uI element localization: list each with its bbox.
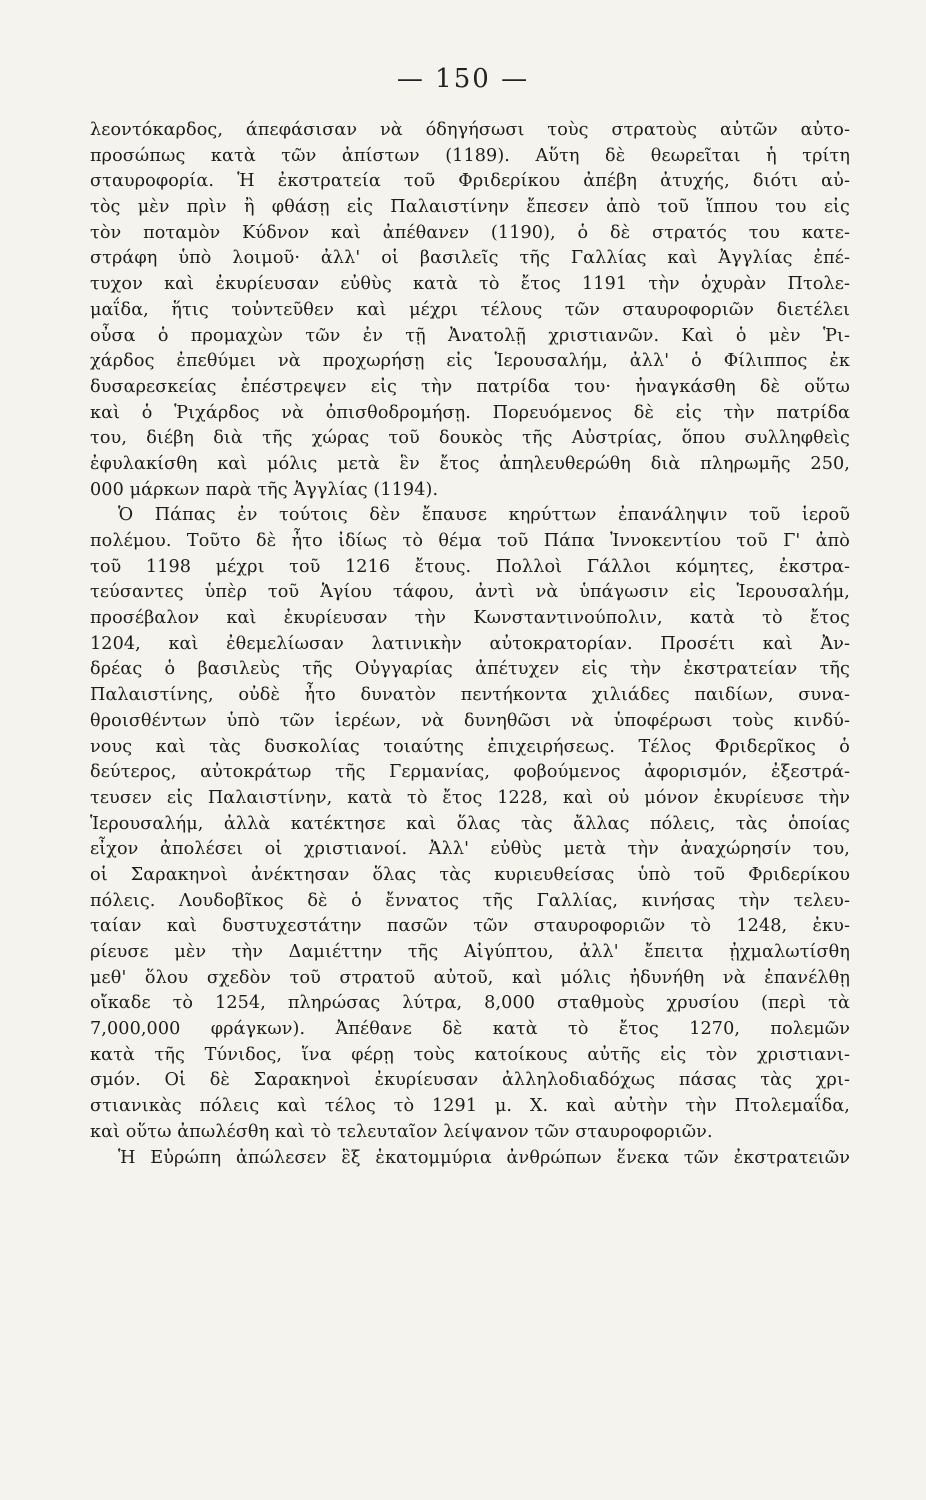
text-line: σμόν. Οἱ δὲ Σαρακηνοὶ ἐκυρίευσαν ἀλληλοδιαδόχως πάσας τὰς χρι- xyxy=(90,1070,850,1091)
text-line: ταίαν καὶ δυστυχεστάτην πασῶν τῶν σταυροφοριῶν τὸ 1248, ἐκυ- xyxy=(90,916,850,937)
text-line: καὶ οὕτω ἀπωλέσθη καὶ τὸ τελευταῖον λείψανον τῶν σταυροφοριῶν. xyxy=(90,1121,713,1142)
text-line: δυσαρεσκείας ἐπέστρεψεν εἰς τὴν πατρίδα του· ἠναγκάσθη δὲ οὕτω xyxy=(90,376,850,397)
text-line: δρέας ὁ βασιλεὺς τῆς Οὐγγαρίας ἀπέτυχεν εἰς τὴν ἐκστρατείαν τῆς xyxy=(90,659,850,680)
text-line: μεθ' ὅλου σχεδὸν τοῦ στρατοῦ αὐτοῦ, καὶ μόλις ἠδυνήθη νὰ ἐπανέλθῃ xyxy=(90,967,850,988)
text-line: οὖσα ὁ προμαχὼν τῶν ἐν τῇ Ἀνατολῇ χριστιανῶν. Καὶ ὁ μὲν Ῥι- xyxy=(90,325,850,346)
text-line: Παλαιστίνης, οὐδὲ ἦτο δυνατὸν πεντήκοντα χιλιάδες παιδίων, συνα- xyxy=(90,685,850,706)
text-line: σταυροφορία. Ἡ ἐκστρατεία τοῦ Φριδερίκου ἀπέβη ἀτυχής, διότι αὐ- xyxy=(90,171,850,192)
text-line: τυχον καὶ ἐκυρίευσαν εὐθὺς κατὰ τὸ ἔτος 1191 τὴν ὀχυρὰν Πτολε- xyxy=(90,274,850,295)
text-line: κατὰ τῆς Τύνιδος, ἵνα φέρῃ τοὺς κατοίκους αὐτῆς εἰς τὸν χριστιανι- xyxy=(90,1044,850,1065)
text-line: τευσεν εἰς Παλαιστίνην, κατὰ τὸ ἔτος 1228, καὶ οὐ μόνον ἐκυρίευσε τὴν xyxy=(90,787,850,808)
text-line: καὶ ὁ Ῥιχάρδος νὰ ὀπισθοδρομήσῃ. Πορευόμενος δὲ εἰς τὴν πατρίδα xyxy=(90,402,850,423)
text-line: νους καὶ τὰς δυσκολίας τοιαύτης ἐπιχειρήσεως. Τέλος Φριδερῖκος ὁ xyxy=(90,736,850,757)
body-text xyxy=(90,118,850,1171)
text-line: δεύτερος, αὐτοκράτωρ τῆς Γερμανίας, φοβούμενος ἀφορισμόν, ἐξεστρά- xyxy=(90,762,850,783)
text-line: πολέμου. Τοῦτο δὲ ἦτο ἰδίως τὸ θέμα τοῦ Πάπα Ἰννοκεντίου τοῦ Γ' ἀπὸ xyxy=(90,531,850,551)
text-line: λεοντόκαρδος, άπεφάσισαν νὰ όδηγήσωσι τοὺς στρατοὺς αὐτῶν αὐτο- xyxy=(90,120,850,140)
text-line: προσώπως κατὰ τῶν ἀπίστων (1189). Αὕτη δὲ θεωρεῖται ἡ τρίτη xyxy=(90,145,850,166)
text-line: τὸς μὲν πρὶν ἢ φθάσῃ εἰς Παλαιστίνην ἔπεσεν ἀπὸ τοῦ ἵππου του εἰς xyxy=(90,197,850,218)
text-line: Ὁ Πάπας ἐν τούτοις δὲν ἔπαυσε κηρύττων ἐπανάληψιν τοῦ ἱεροῦ xyxy=(118,505,850,526)
text-line: Ἱερουσαλήμ, ἀλλὰ κατέκτησε καὶ ὅλας τὰς ἄλλας πόλεις, τὰς ὁποίας xyxy=(90,813,850,834)
text-line: 000 μάρκων παρὰ τῆς Ἀγγλίας (1194). xyxy=(90,479,439,500)
text-line: ρίευσε μὲν τὴν Δαμιέττην τῆς Αἰγύπτου, ἀλλ' ἔπειτα ᾐχμαλωτίσθη xyxy=(90,942,850,962)
text-line: χάρδος ἐπεθύμει νὰ προχωρήσῃ εἰς Ἱερουσαλήμ, ἀλλ' ὁ Φίλιππος ἐκ xyxy=(90,351,850,372)
text-line: πόλεις. Λουδοβῖκος δὲ ὁ ἔννατος τῆς Γαλλίας, κινήσας τὴν τελευ- xyxy=(90,890,850,911)
text-line: τὸν ποταμὸν Κύδνον καὶ ἀπέθανεν (1190), ὁ δὲ στρατός του κατε- xyxy=(90,222,850,243)
text-line: Ἡ Εὐρώπη ἀπώλεσεν ἓξ ἑκατομμύρια ἀνθρώπων ἕνεκα τῶν ἐκστρατειῶν xyxy=(118,1147,850,1168)
text-line: μαΐδα, ἥτις τοὐντεῦθεν καὶ μέχρι τέλους τῶν σταυροφοριῶν διετέλει xyxy=(90,299,850,320)
text-line: 1204, καὶ ἐθεμελίωσαν λατινικὴν αὐτοκρατορίαν. Προσέτι καὶ Ἀν- xyxy=(90,633,850,654)
text-line: τοῦ 1198 μέχρι τοῦ 1216 ἔτους. Πολλοὶ Γάλλοι κόμητες, ἐκστρα- xyxy=(90,556,850,577)
text-line: προσέβαλον καὶ ἐκυρίευσαν τὴν Κωνσταντινούπολιν, κατὰ τὸ ἔτος xyxy=(90,608,850,629)
text-line: του, διέβη διὰ τῆς χώρας τοῦ δουκὸς τῆς Αὐστρίας, ὅπου συλληφθεὶς xyxy=(90,428,850,449)
text-line: 7,000,000 φράγκων). Ἀπέθανε δὲ κατὰ τὸ ἔτος 1270, πολεμῶν xyxy=(90,1019,850,1040)
text-line: οἴκαδε τὸ 1254, πληρώσας λύτρα, 8,000 σταθμοὺς χρυσίου (περὶ τὰ xyxy=(90,993,850,1014)
text-line: στράφη ὑπὸ λοιμοῦ· ἀλλ' οἱ βασιλεῖς τῆς Γαλλίας καὶ Ἀγγλίας ἐπέ- xyxy=(90,248,850,269)
text-line: στιανικὰς πόλεις καὶ τέλος τὸ 1291 μ. Χ. καὶ αὐτὴν τὴν Πτολεμαΐδα, xyxy=(90,1096,850,1117)
text-line: εἶχον ἀπολέσει οἱ χριστιανοί. Ἀλλ' εὐθὺς μετὰ τὴν ἀναχώρησίν του, xyxy=(90,839,850,860)
page-number: — 150 — xyxy=(396,64,530,94)
text-line: θροισθέντων ὑπὸ τῶν ἱερέων, νὰ δυνηθῶσι νὰ ὑποφέρωσι τοὺς κινδύ- xyxy=(90,710,850,731)
text-line: τεύσαντες ὑπὲρ τοῦ Ἁγίου τάφου, ἀντὶ νὰ ὑπάγωσιν εἰς Ἱερουσαλήμ, xyxy=(90,582,850,603)
text-line: ἐφυλακίσθη καὶ μόλις μετὰ ἓν ἔτος ἀπηλευθερώθη διὰ πληρωμῆς 250, xyxy=(90,453,850,474)
text-line: οἱ Σαρακηνοὶ ἀνέκτησαν ὅλας τὰς κυριευθείσας ὑπὸ τοῦ Φριδερίκου xyxy=(90,864,850,885)
